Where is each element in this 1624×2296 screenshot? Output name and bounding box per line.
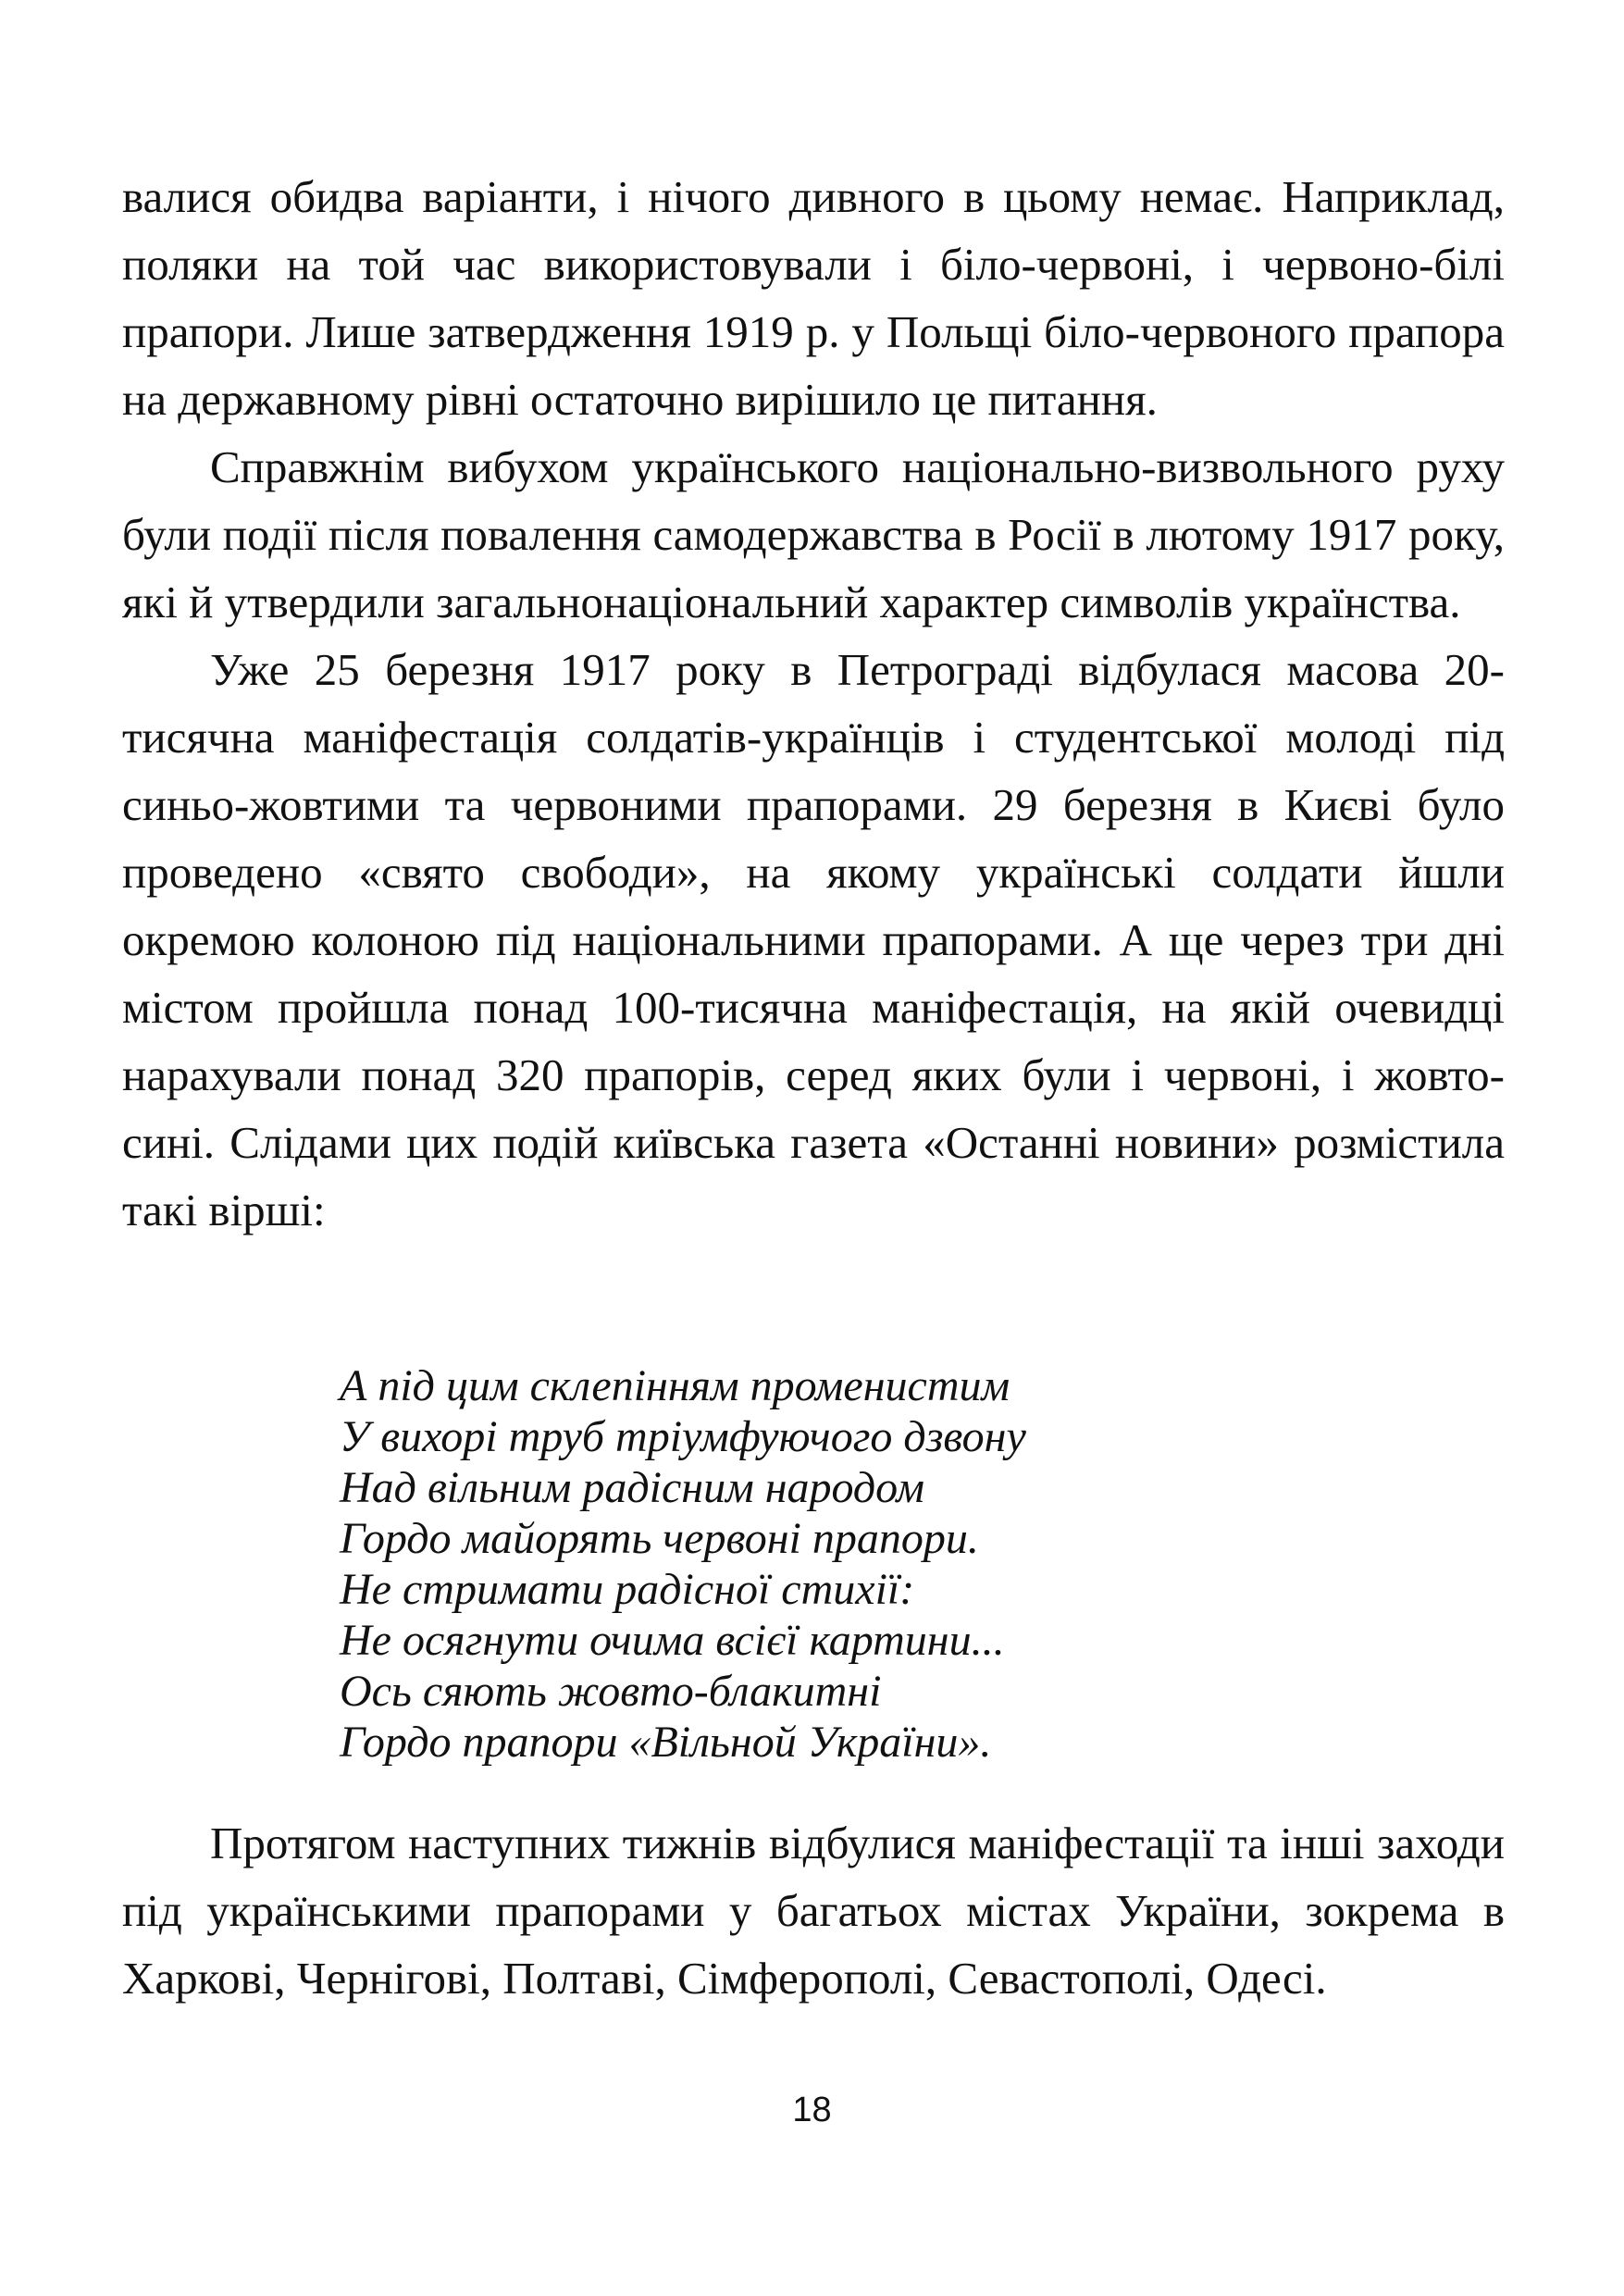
body-text-bottom [122, 1809, 1505, 2012]
poem-line: Ось сяють жовто-блакитні [340, 1667, 882, 1716]
page-number: 18 [792, 2091, 832, 2129]
paragraph-revolution: Справжнім вибухом українського національно-визвольного руху були події після повалення самодержавства в Росії в лютому 1917 року, які й утвердили загальнонаціональний характер символів українства. [122, 441, 1505, 627]
poem-line: Не стримати радісної стихії: [340, 1565, 915, 1614]
poem-line: Над вільним радісним народом [340, 1463, 924, 1512]
poem-quote [340, 1360, 1357, 1768]
poem-line: У вихорі труб тріумфуючого дзвону [340, 1412, 1026, 1461]
paragraph-cities: Протягом наступних тижнів відбулися маніфестації та інші заходи під українськими прапорами у багатьох містах України, зокрема в Харкові, Чернігові, Полтаві, Сімферополі, Севастополі, Одесі. [122, 1818, 1505, 2004]
paragraph-continuation: валися обидва варіанти, і нічого дивного в цьому немає. Наприклад, поляки на той час використовували і біло-червоні, і червоно-білі прапори. Лише затвердження 1919 р. у Польщі біло-червоного прапора на державному рівні остаточно вирішило це питання. [122, 171, 1505, 425]
body-text-top [122, 163, 1505, 1244]
poem-line: Гордо майорять червоні прапори. [340, 1514, 979, 1563]
poem-line: Не осягнути очима всієї картини... [340, 1616, 1005, 1665]
paragraph-manifestations: Уже 25 березня 1917 року в Петрограді відбулася масова 20-тисячна маніфестація солдатів-українців і студентської молоді під синьо-жовтими та червоними прапорами. 29 березня в Києві було проведено «свято свободи», на якому українські солдати йшли окремою колоною під національними прапорами. А ще через три дні містом пройшла понад 100-тисячна маніфестація, на якій очевидці нарахували понад 320 прапорів, серед яких були і червоні, і жовто-сині. Слідами цих подій київська газета «Останні новини» розмістила такі вірші: [122, 644, 1505, 1235]
poem-line: Гордо прапори «Вільной України». [340, 1718, 992, 1767]
poem-line: А під цим склепінням променистим [340, 1361, 1010, 1410]
